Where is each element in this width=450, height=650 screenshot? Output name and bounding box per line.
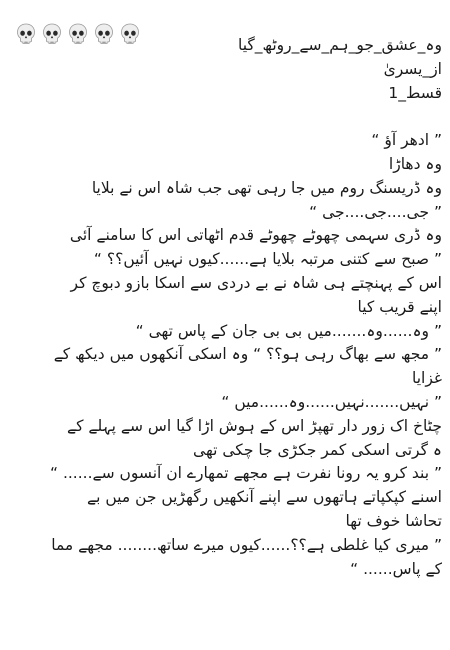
story-episode: قسط_1 [388, 83, 442, 102]
blank-line [10, 105, 442, 129]
story-line: ” میری کیا غلطی ہے؟؟......کیوں میرے ساتھ........ مجھے مما [51, 535, 442, 554]
story-line: اس کے پہنچتے ہی شاہ نے بے دردی سے اسکا بازو دبوچ کر [70, 273, 442, 292]
story-line: وہ ڈری سہمی چھوٹے چھوٹے قدم اٹھاتی اس کا سامنے آئی [69, 226, 442, 245]
story-line: ” جی....جی....جی “ [309, 202, 442, 221]
story-line: اسنے کپکپاتے ہاتھوں سے اپنے آنکھیں رگھڑیں جن میں بے [87, 488, 442, 507]
story-line: ” ادھر آؤ “ [371, 131, 442, 150]
story-line: وہ دھاڑا [388, 154, 442, 173]
story-line: کے پاس...... “ [350, 559, 442, 578]
story-line: ” وہ......وہ.......میں بی بی جان کے پاس تھی “ [135, 321, 442, 340]
story-line: غزایا [411, 369, 442, 388]
story-line: تحاشا خوف تھا [345, 511, 442, 530]
story-line: چٹاخ اک زور دار تھپڑ اس کے ہوش اڑا گیا اس سے پہلے کے [67, 416, 442, 435]
story-line: اپنے قریب کیا [357, 297, 442, 316]
story-line: ” صبح سے کتنی مرتبہ بلایا ہے......کیوں نہیں آئیں؟؟ “ [93, 250, 442, 269]
story-title: وہ_عشق_جو_ہم_سے_روٹھ_گیا [238, 36, 442, 54]
story-line: ” نہیں.......نہیں......وہ......میں “ [221, 392, 442, 411]
story-line: ہ گرتی اسکی کمر جکڑی جا چکی تھی [193, 440, 442, 459]
story-line: ” بند کرو یہ رونا نفرت ہے مجھے تمھارے ان آنسوں سے...... “ [50, 464, 442, 483]
story-text [10, 34, 442, 581]
story-line: ” مجھ سے بھاگ رہی ہو؟؟ “ وہ اسکی آنکھوں میں دیکھ کے [53, 345, 442, 364]
story-line: وہ ڈریسنگ روم میں جا رہی تھی جب شاہ اس نے بلایا [91, 178, 442, 197]
story-author: از_یسریٰ [383, 59, 442, 78]
